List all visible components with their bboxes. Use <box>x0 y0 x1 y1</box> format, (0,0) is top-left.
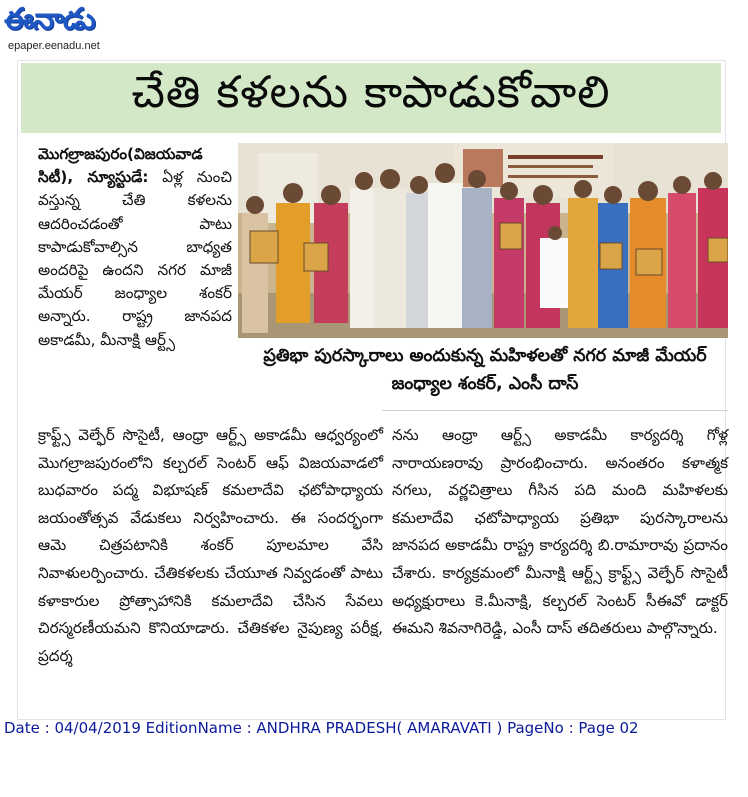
edition-footer: Date : 04/04/2019 EditionName : ANDHRA PRADESH( AMARAVATI ) PageNo : Page 02 <box>4 719 639 737</box>
article-column-2: క్రాఫ్ట్స్ వెల్ఫేర్ సొసైటీ, ఆంధ్రా ఆర్ట్స్ అకాడమీ ఆధ్వర్యంలో మొగల్రాజపురంలోని కల్చరల్ సెంటర్ ఆఫ్ విజయవాడలో బుధవారం పద్మ విభూషణ్ కమలాదేవి ఛటోపాధ్యాయ జయంతోత్సవ వేడుకలు నిర్వహించారు. ఈ సందర్భంగా ఆమె చిత్రపటానికి శంకర్ పూలమాల వేసి నివాళులర్పించారు. చేతికళలకు చేయూత నివ్వడంతో పాటు కళాకారుల ప్రోత్సాహానికి కమలాదేవి చేసిన సేవలు చిరస్మరణీయమని కొనియాడారు. చేతికళల నైపుణ్య పరీక్ష, ప్రదర్శ <box>38 426 383 665</box>
article-column-1-text: ఏళ్ల నుంచి వస్తున్న చేతి కళలను ఆదరించడంతో పాటు కాపాడుకోవాల్సిన బాధ్యత అందరిపై ఉందని నగర మాజీ మేయర్ జంధ్యాల శంకర్ అన్నారు. రాష్ట్ర జానపద అకాడమీ, మీనాక్షి ఆర్ట్స్ <box>38 168 232 349</box>
article-column-3: నను ఆంధ్రా ఆర్ట్స్ అకాడమీ కార్యదర్శి గోళ్ల నారాయణరావు ప్రారంభించారు. అనంతరం కళాత్మక నగలు, వర్ణచిత్రాలు గీసిన పది మంది మహిళలకు కమలాదేవి ఛటోపాధ్యాయ ప్రతిభా పురస్కారాలను జానపద అకాడమీ రాష్ట్ర కార్యదర్శి బి.రామారావు ప్రదానం చేశారు. కార్యక్రమంలో మీనాక్షి ఆర్ట్స్ క్రాఫ్ట్స్ వెల్ఫేర్ సొసైటీ అధ్యక్షురాలు కె.మీనాక్షి, కల్చరల్ సెంటర్ సీఈవో డాక్టర్ ఈమని శివనాగిరెడ్డి, ఎంసీ దాస్ తదితరులు పాల్గొన్నారు. <box>392 426 728 638</box>
column-divider <box>382 410 728 411</box>
masthead <box>2 2 142 54</box>
article-photo <box>238 143 728 338</box>
newspaper-logo: ఈనాడు <box>4 2 95 37</box>
group-photo-image <box>238 143 728 338</box>
article-headline: చేతి కళలను కాపాడుకోవాలి <box>131 67 611 118</box>
headline-banner <box>21 63 721 133</box>
article-dateline: మొగల్రాజపురం(విజయవాడ సిటీ), న్యూస్టుడే: <box>38 145 203 187</box>
epaper-site-label: epaper.eenadu.net <box>8 40 100 52</box>
article-column-1 <box>38 143 232 352</box>
photo-caption: ప్రతిభా పురస్కారాలు అందుకున్న మహిళలతో నగర మాజీ మేయర్ జంధ్యాల శంకర్, ఎంసీ దాస్ <box>263 346 707 394</box>
